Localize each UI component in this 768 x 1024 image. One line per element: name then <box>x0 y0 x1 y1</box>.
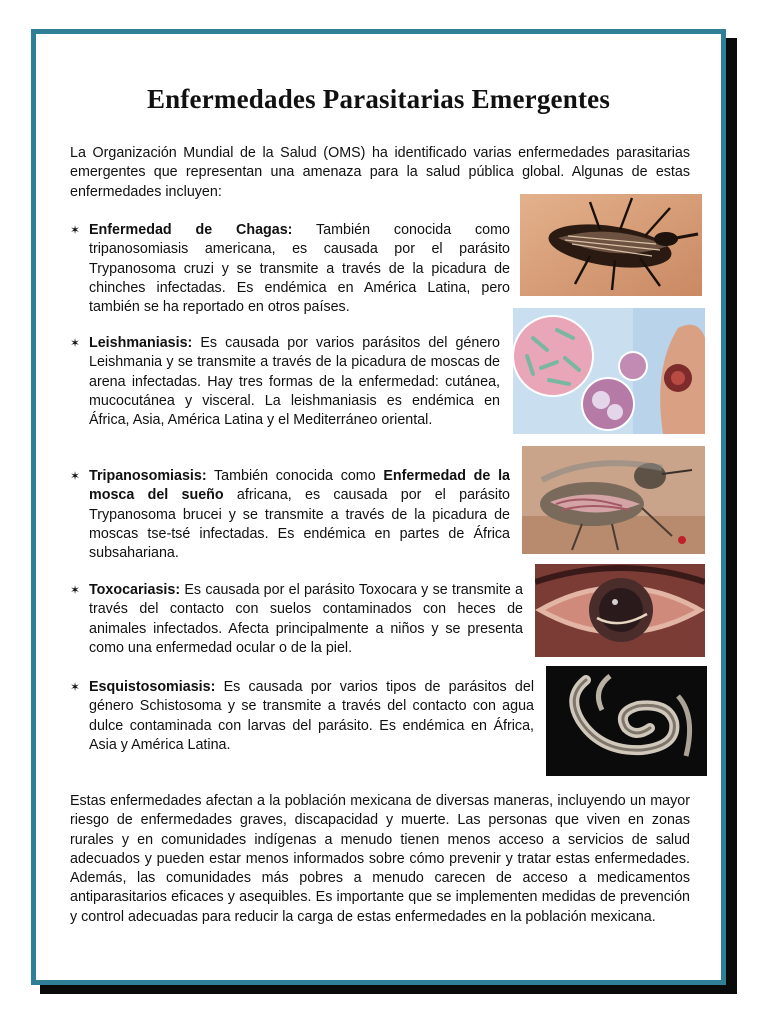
list-item-esquistosomiasis <box>70 678 534 755</box>
list-item-leishmaniasis <box>70 334 500 430</box>
schistosoma-worm-image <box>546 666 707 776</box>
disease-description-b: africana, es causada por el parásito Trypanosoma brucei y se transmite a través de la picadura de moscas tse-tsé infectadas. Es endémica en partes de África subsahariana. <box>89 487 510 562</box>
bullet-star-icon: ✶ <box>70 680 81 694</box>
list-item-toxocariasis <box>70 581 523 658</box>
disease-name: Leishmaniasis: <box>89 335 193 351</box>
list-item-tripanosomiasis <box>70 467 510 563</box>
document-frame <box>31 29 726 985</box>
document-title: Enfermedades Parasitarias Emergentes <box>146 84 611 114</box>
bullet-star-icon: ✶ <box>70 583 81 597</box>
disease-description: Es causada por varios parásitos del género Leishmania y se transmite a través de la picadura de moscas de arena infectadas. Hay tres formas de la enfermedad: cutánea, mucocutánea y visceral. La leishmaniasis es endémica en África, Asia, América Latina y el Mediterráneo oriental. <box>89 335 500 429</box>
bullet-star-icon: ✶ <box>70 336 81 350</box>
disease-description: Es causada por el parásito Toxocara y se transmite a través del contacto con suelos contaminados con heces de animales infectados. Afecta principalmente a niños y se presenta como una enfermedad ocular o de la piel. <box>89 582 523 656</box>
bullet-star-icon: ✶ <box>70 223 81 237</box>
list-item-chagas <box>70 221 510 317</box>
toxocara-eye-image <box>535 564 705 657</box>
intro-paragraph: La Organización Mundial de la Salud (OMS) ha identificado varias enfermedades parasitarias emergentes que representan una amenaza para la salud pública global. Algunas de estas enfermedades incluyen: <box>70 145 690 200</box>
bullet-star-icon: ✶ <box>70 469 81 483</box>
disease-description: Es causada por varios tipos de parásitos del género Schistosoma y se transmite a través del contacto con agua dulce contaminada con larvas del parásito. Es endémica en África, Asia y América Latina. <box>89 679 534 753</box>
kissing-bug-image <box>520 194 702 296</box>
disease-name: Esquistosomiasis: <box>89 679 216 695</box>
disease-name: Tripanosomiasis: <box>89 468 207 484</box>
leishmania-illustration <box>513 308 705 434</box>
disease-description-a: También conocida como <box>206 468 384 484</box>
disease-alt-name: Enfermedad de la mosca del sueño <box>89 468 510 504</box>
closing-paragraph: Estas enfermedades afectan a la población mexicana de diversas maneras, incluyendo un mayor riesgo de enfermedades graves, discapacidad y muerte. Las personas que viven en zonas rurales y en comunidades indígenas a menudo tienen menos acceso a servicios de salud adecuados y pueden estar menos informados sobre cómo prevenir y tratar estas enfermedades. Además, las comunidades más pobres a menudo carecen de acceso a medicamentos antiparasitarios eficaces y asequibles. Es importante que se implementen medidas de prevención y control adecuadas para reducir la carga de estas enfermedades en la población mexicana. <box>70 793 690 925</box>
disease-description: También conocida como tripanosomiasis americana, es causada por el parásito Trypanosoma cruzi y se transmite a través de la picadura de chinches infectadas. Es endémica en América Latina, pero también se ha reportado en otros países. <box>89 222 510 316</box>
disease-name: Toxocariasis: <box>89 582 181 598</box>
disease-name: Enfermedad de Chagas: <box>89 222 293 238</box>
tsetse-fly-image <box>522 446 705 554</box>
